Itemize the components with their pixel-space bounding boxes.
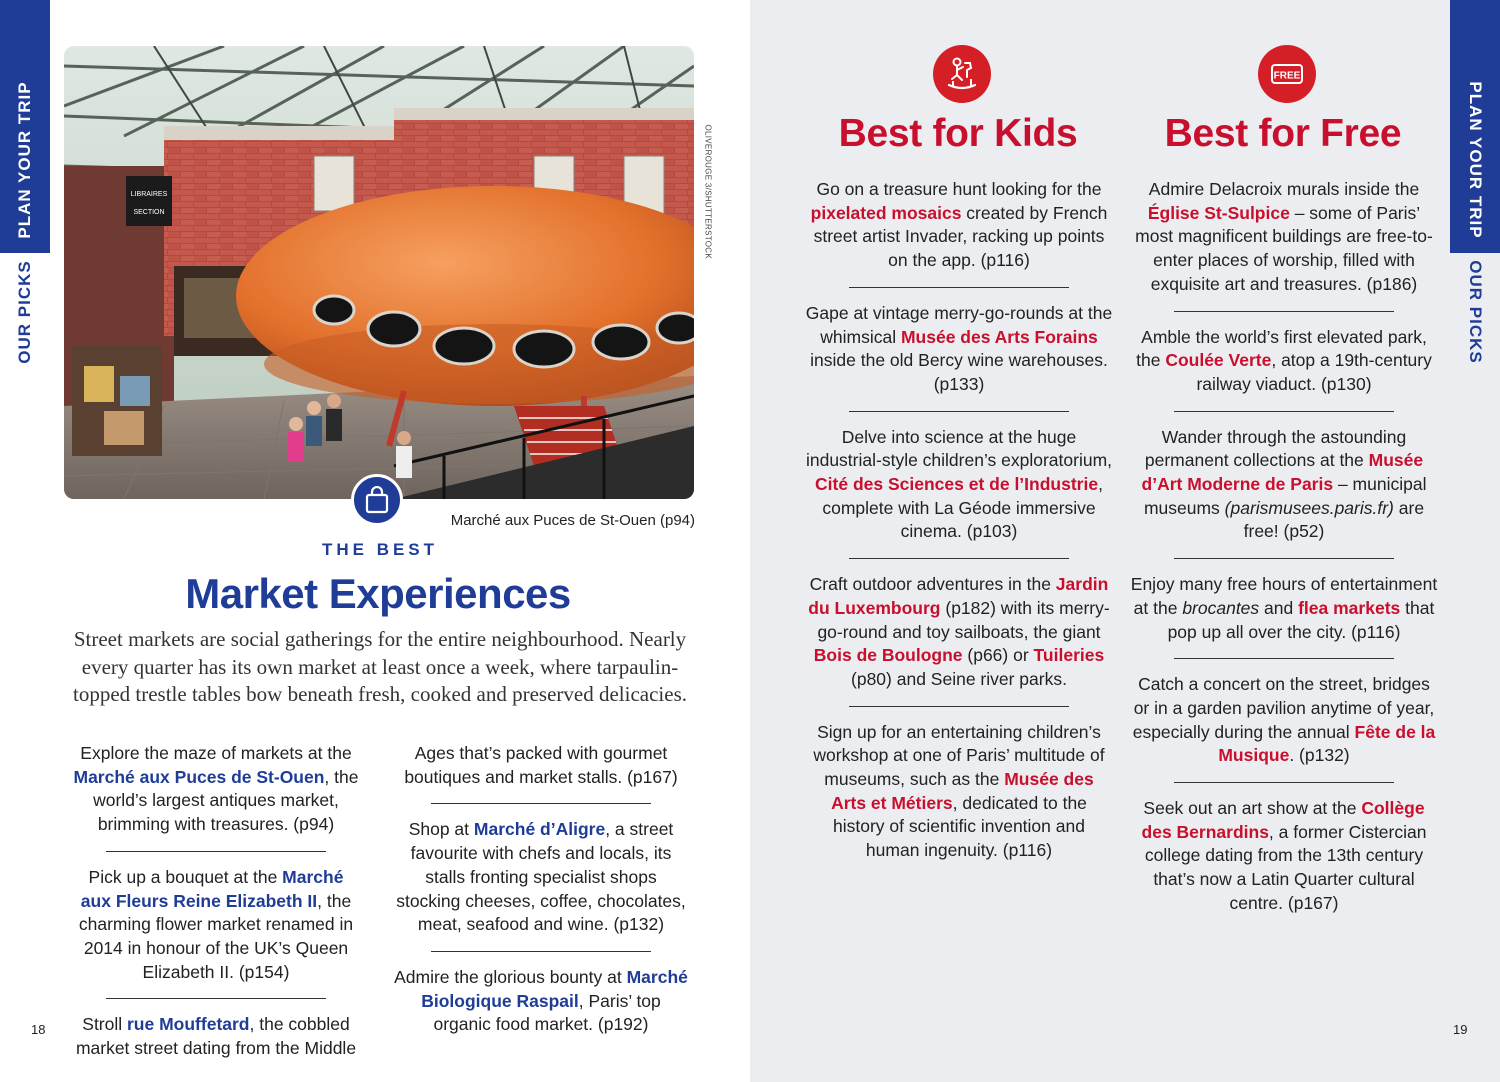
market-column-right: [392, 742, 690, 1037]
divider: [1174, 311, 1394, 312]
tab-label-our-picks: OUR PICKS: [1466, 260, 1485, 364]
kids-item: Go on a treasure hunt looking for the pixelated mosaics created by French street artist Invader, racking up points on the app. (p116): [810, 179, 1108, 271]
tab-label-plan-your-trip: PLAN YOUR TRIP: [1466, 81, 1485, 239]
divider: [849, 558, 1069, 559]
divider: [106, 998, 326, 999]
free-column: [1130, 178, 1438, 916]
kids-item: Craft outdoor adventures in the Jardin du Luxembourg (p182) with its merry-go-round and toy sailboats, the giant Bois de Boulogne (p66) or Tuileries (p80) and Seine river parks.: [808, 574, 1110, 689]
svg-text:SECTION: SECTION: [133, 209, 165, 216]
kids-column: [805, 178, 1113, 863]
place-link[interactable]: Marché Biologique Raspail: [421, 966, 688, 1011]
section-intro: Street markets are social gatherings for the entire neighbourhood. Nearly every quarter has its own market at least once a week, where tarpaulin-topped trestle tables bow beneath fresh, cooked and preserved delicacies.: [72, 627, 687, 706]
place-link[interactable]: rue Mouffetard: [127, 1014, 250, 1035]
place-link[interactable]: Marché d’Aligre: [473, 819, 606, 840]
place-link[interactable]: Musée d’Art Moderne de Paris: [1141, 450, 1424, 495]
divider: [431, 803, 651, 804]
page-number-right: 19: [1453, 1022, 1468, 1037]
divider: [1174, 658, 1394, 659]
place-link[interactable]: Marché aux Puces de St-Ouen: [73, 766, 325, 787]
free-item: Amble the world’s first elevated park, the Coulée Verte, atop a 19th-century railway viaduct. (p130): [1136, 326, 1432, 394]
divider: [1174, 411, 1394, 412]
free-tag-icon: [1258, 45, 1316, 103]
divider: [1174, 782, 1394, 783]
free-item: Admire Delacroix murals inside the Église St-Sulpice – some of Paris’ most magnificent buildings are free-to-enter places of worship, filled with exquisite art and treasures. (p186): [1135, 179, 1433, 294]
free-item: Seek out an art show at the Collège des Bernardins, a former Cistercian college dating from the 13th century that’s now a Latin Quarter cultural centre. (p167): [1141, 798, 1427, 913]
free-title: Best for Free: [1164, 112, 1402, 155]
kids-title: Best for Kids: [838, 112, 1078, 155]
website-text: (parismusees.paris.fr): [1224, 497, 1394, 518]
free-item: Catch a concert on the street, bridges or in a garden pavilion anytime of year, especially during the annual Fête de la Musique. (p132): [1132, 674, 1436, 766]
shopping-bag-icon: [351, 474, 403, 526]
svg-text:FREE: FREE: [1273, 70, 1301, 82]
divider: [849, 411, 1069, 412]
market-item: Stroll rue Mouffetard, the cobbled market street dating from the Middle: [75, 1014, 357, 1059]
divider: [106, 851, 326, 852]
rocking-horse-icon: [933, 45, 991, 103]
market-item: Explore the maze of markets at the Marché aux Puces de St-Ouen, the world’s largest antiques market, brimming with treasures. (p94): [73, 743, 359, 835]
place-link[interactable]: Bois de Boulogne: [813, 645, 963, 666]
flea-market-ufo-house-image: [64, 46, 694, 499]
tab-label-plan-your-trip: PLAN YOUR TRIP: [15, 81, 34, 239]
market-item: Admire the glorious bounty at Marché Biologique Raspail, Paris’ top organic food market. (p192): [394, 966, 688, 1035]
market-column-left: [72, 742, 360, 1061]
divider: [849, 706, 1069, 707]
place-link[interactable]: Église St-Sulpice: [1147, 202, 1290, 223]
section-kicker: THE BEST: [321, 540, 439, 559]
free-item: Enjoy many free hours of entertainment at the brocantes and flea markets that pop up all over the city. (p116): [1130, 574, 1438, 642]
market-item: Shop at Marché d’Aligre, a street favourite with chefs and locals, its stalls fronting specialist shops stocking cheeses, coffee, chocolates, meat, seafood and wine. (p132): [396, 819, 686, 935]
place-link[interactable]: Musée des Arts et Métiers: [831, 769, 1094, 813]
place-link[interactable]: Musée des Arts Forains: [900, 326, 1098, 347]
left-section-tab: [0, 0, 50, 380]
shop-sign: LIBRAIRES: [130, 191, 168, 198]
market-photo: [64, 46, 694, 499]
divider: [431, 951, 651, 952]
right-section-tab: [1450, 0, 1500, 380]
market-item: Ages that’s packed with gourmet boutiques and market stalls. (p167): [404, 743, 678, 787]
right-page: [750, 0, 1500, 1082]
tab-label-our-picks: OUR PICKS: [15, 260, 34, 364]
page-number-left: 18: [31, 1022, 46, 1037]
place-link[interactable]: Fête de la Musique: [1218, 721, 1436, 766]
divider: [1174, 558, 1394, 559]
market-item: Pick up a bouquet at the Marché aux Fleurs Reine Elizabeth II, the charming flower market renamed in 2014 in honour of the UK’s Queen Elizabeth II. (p154): [78, 866, 354, 982]
kids-item: Sign up for an entertaining children’s workshop at one of Paris’ multitude of museums, such as the Musée des Arts et Métiers, dedicated to the history of scientific invention and human ingenuity. (p116): [813, 721, 1105, 861]
free-item: Wander through the astounding permanent collections at the Musée d’Art Moderne de Paris – municipal museums (parismusees.paris.fr) are free! (p52): [1141, 426, 1427, 542]
photo-caption: Marché aux Puces de St-Ouen (p94): [450, 512, 695, 529]
place-link[interactable]: Coulée Verte: [1165, 350, 1272, 371]
place-link[interactable]: pixelated mosaics: [810, 202, 962, 223]
place-link[interactable]: Collège des Bernardins: [1141, 798, 1425, 842]
place-link[interactable]: Jardin du Luxembourg: [808, 574, 1109, 618]
place-link[interactable]: flea markets: [1298, 597, 1401, 618]
kids-item: Delve into science at the huge industrial-style children’s exploratorium, Cité des Sciences et de l’Industrie, complete with La Géode immersive cinema. (p103): [805, 426, 1113, 542]
kids-item: Gape at vintage merry-go-rounds at the whimsical Musée des Arts Forains inside the old Bercy wine warehouses. (p133): [805, 302, 1113, 394]
photo-credit: OLIVEROUGE 3/SHUTTERSTOCK: [703, 124, 713, 259]
place-link[interactable]: Tuileries: [1033, 645, 1105, 666]
section-title: Market Experiences: [185, 570, 571, 617]
place-link[interactable]: Cité des Sciences et de l’Industrie: [815, 474, 1099, 495]
divider: [849, 287, 1069, 288]
place-link[interactable]: Marché aux Fleurs Reine Elizabeth II: [80, 866, 344, 911]
